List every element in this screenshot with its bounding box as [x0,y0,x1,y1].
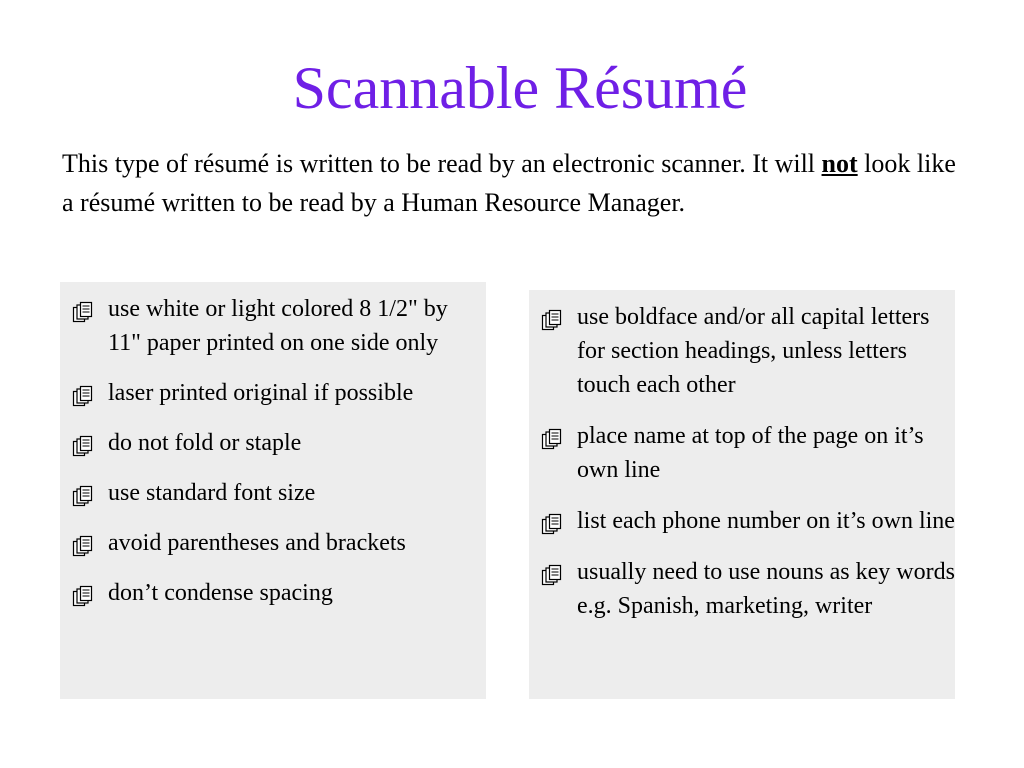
right-bullet-item [529,504,955,538]
bullet-text: place name at top of the page on it’s own line [577,423,924,483]
document-stack-icon [541,426,563,448]
intro-paragraph [62,144,962,222]
document-stack-icon [72,533,94,555]
intro-emphasis: not [821,149,858,178]
bullet-text: use white or light colored 8 1/2" by 11" paper printed on one side only [108,296,448,356]
document-stack-icon [72,433,94,455]
intro-text-after: look like a résumé written to be read by a Human Resource Manager. [62,149,956,217]
left-bullet-item [60,526,486,560]
bullet-text: don’t condense spacing [108,580,333,606]
document-stack-icon [72,383,94,405]
left-bullet-item [60,292,486,360]
document-stack-icon [541,562,563,584]
left-bullet-item [60,576,486,610]
bullet-text: laser printed original if possible [108,380,414,406]
document-stack-icon [72,583,94,605]
document-stack-icon [541,511,563,533]
left-bullet-item [60,376,486,410]
intro-text-before: This type of résumé is written to be read by an electronic scanner. It will [62,149,822,178]
bullet-text: avoid parentheses and brackets [108,530,406,556]
left-bullet-item [60,426,486,460]
right-bullet-item [529,555,955,623]
left-bullet-list [60,292,486,610]
bullet-text: usually need to use nouns as key words e.g. Spanish, marketing, writer [577,559,955,619]
bullet-text: list each phone number on it’s own line [577,508,955,534]
right-bullet-item [529,300,955,402]
bullet-text: do not fold or staple [108,430,302,456]
slide-title: Scannable Résumé [292,55,748,121]
document-stack-icon [72,299,94,321]
right-bullet-list [529,300,955,623]
right-bullet-panel [529,290,955,699]
document-stack-icon [541,307,563,329]
left-bullet-panel [60,282,486,699]
right-bullet-item [529,419,955,487]
bullet-text: use boldface and/or all capital letters for section headings, unless letters touch each other [577,304,930,398]
left-bullet-item [60,476,486,510]
document-stack-icon [72,483,94,505]
bullet-text: use standard font size [108,480,316,506]
